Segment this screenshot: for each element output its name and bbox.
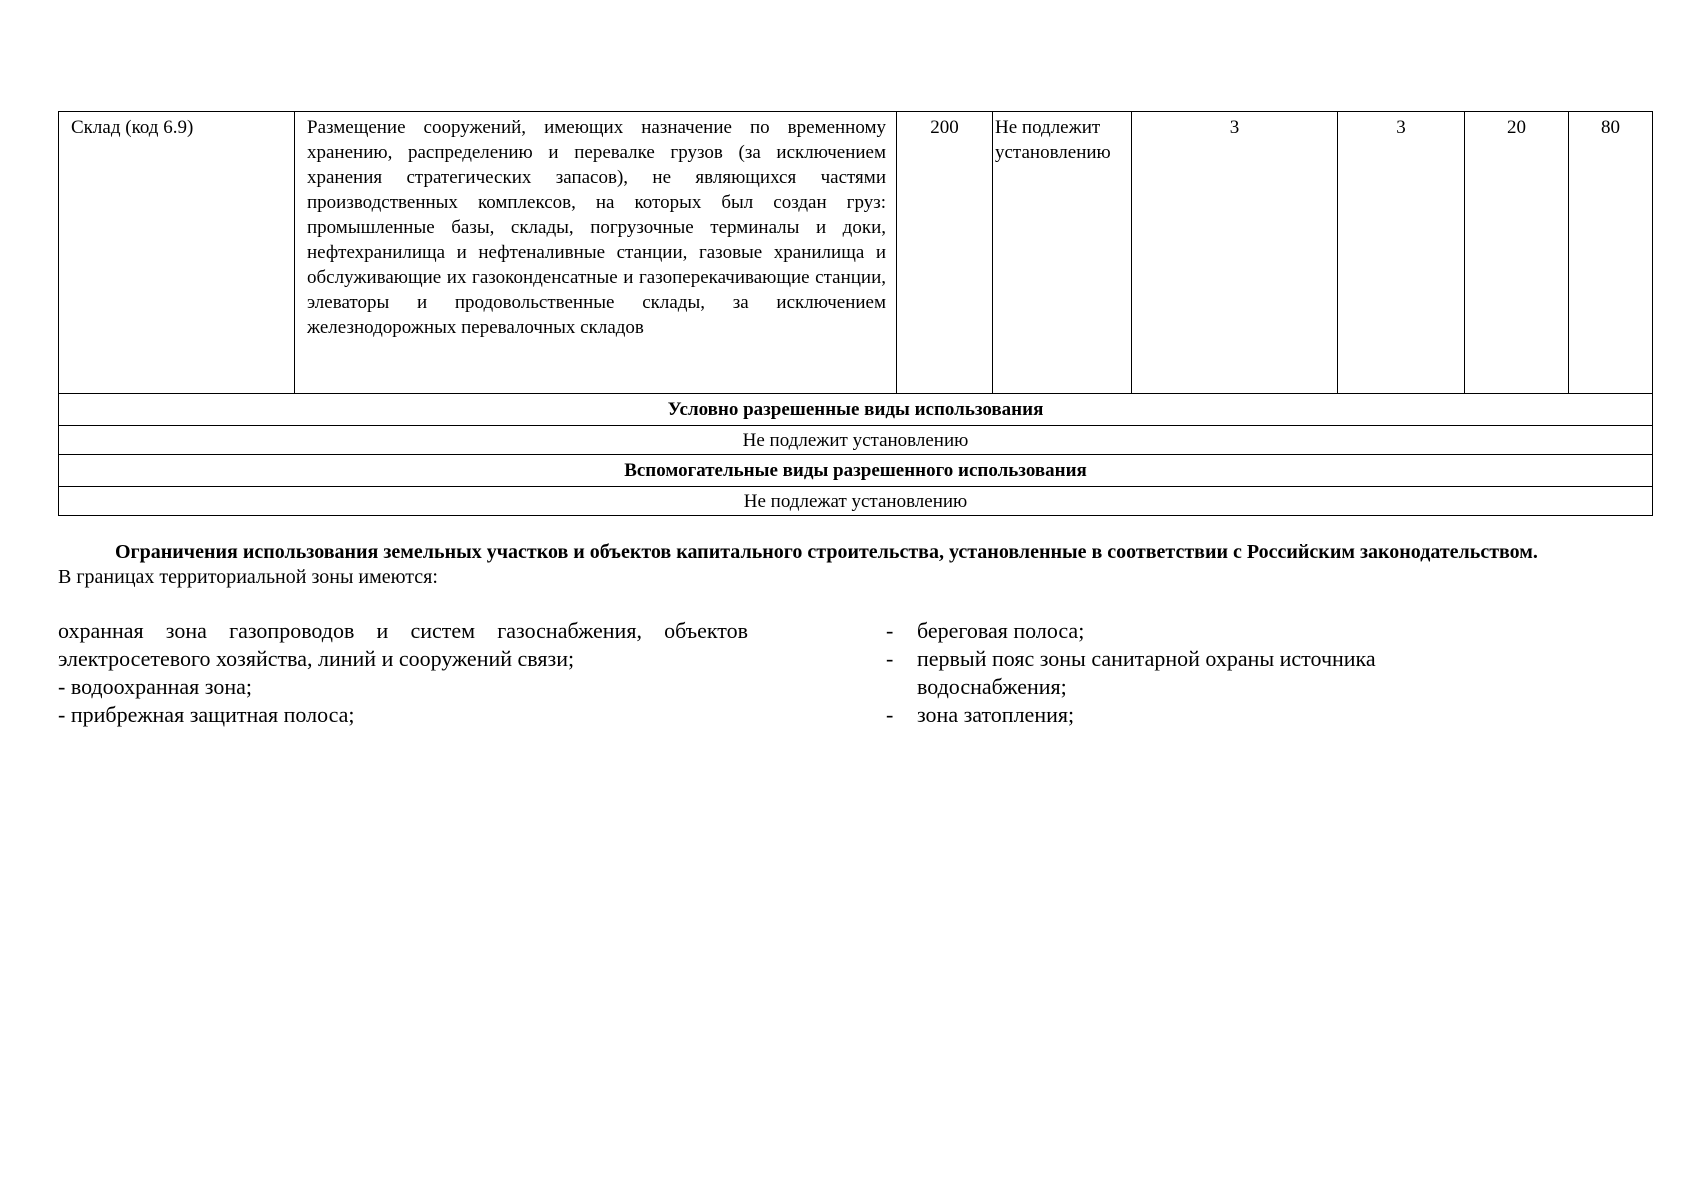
restrictions-list-right — [886, 617, 1486, 729]
auxiliary-uses-value: Не подлежат установлению — [59, 487, 1653, 516]
use-name-cell: Склад (код 6.9) — [59, 112, 295, 394]
value-cell-4: 3 — [1338, 112, 1465, 394]
conditional-uses-header: Условно разрешенные виды использования — [59, 394, 1653, 426]
table-section-row — [59, 455, 1653, 487]
list-dash: - — [886, 646, 894, 671]
table-row — [59, 426, 1653, 455]
list-item-text: береговая полоса; — [917, 618, 1085, 643]
list-dash: - — [886, 618, 894, 643]
list-item: охранная зона газопроводов и систем газоснабжения, объектов электросетевого хозяйства, линий и сооружений связи; — [58, 618, 748, 671]
value-cell-5: 20 — [1465, 112, 1569, 394]
restrictions-title: Ограничения использования земельных участков и объектов капитального строительства, установленные в соответствии с Российским законодательством. — [115, 541, 1538, 563]
value-cell-6: 80 — [1569, 112, 1653, 394]
auxiliary-uses-header: Вспомогательные виды разрешенного использования — [59, 455, 1653, 487]
table-section-row — [59, 394, 1653, 426]
conditional-uses-value: Не подлежит установлению — [59, 426, 1653, 455]
value-cell-3: 3 — [1132, 112, 1338, 394]
list-item — [886, 617, 1486, 645]
list-item: - водоохранная зона; — [58, 674, 252, 699]
value-cell-1: 200 — [897, 112, 993, 394]
list-item-text: зона затопления; — [917, 702, 1075, 727]
list-item — [886, 701, 1486, 729]
table-row — [59, 487, 1653, 516]
list-item: - прибрежная защитная полоса; — [58, 702, 355, 727]
use-description-cell: Размещение сооружений, имеющих назначение по временному хранению, распределению и перевалке грузов (за исключением хранения стратегических запасов), не являющихся частями производственных комплексов, на которых был создан груз: промышленные базы, склады, погрузочные терминалы и доки, нефтехранилища и нефтеналивные станции, газовые хранилища и обслуживающие их газоконденсатные и газоперекачивающие станции, элеваторы и продовольственные склады, за исключением железнодорожных перевалочных складов — [295, 112, 897, 394]
restrictions-list-left — [58, 617, 748, 729]
list-item — [886, 645, 1486, 701]
list-dash: - — [886, 702, 894, 727]
table-row — [59, 112, 1653, 394]
value-cell-2: Не подлежит установлению — [993, 112, 1132, 394]
restrictions-intro: В границах территориальной зоны имеются: — [58, 566, 438, 588]
land-use-table — [58, 111, 1653, 516]
restrictions-section — [58, 540, 1618, 590]
list-item-text: первый пояс зоны санитарной охраны источника водоснабжения; — [917, 646, 1376, 699]
